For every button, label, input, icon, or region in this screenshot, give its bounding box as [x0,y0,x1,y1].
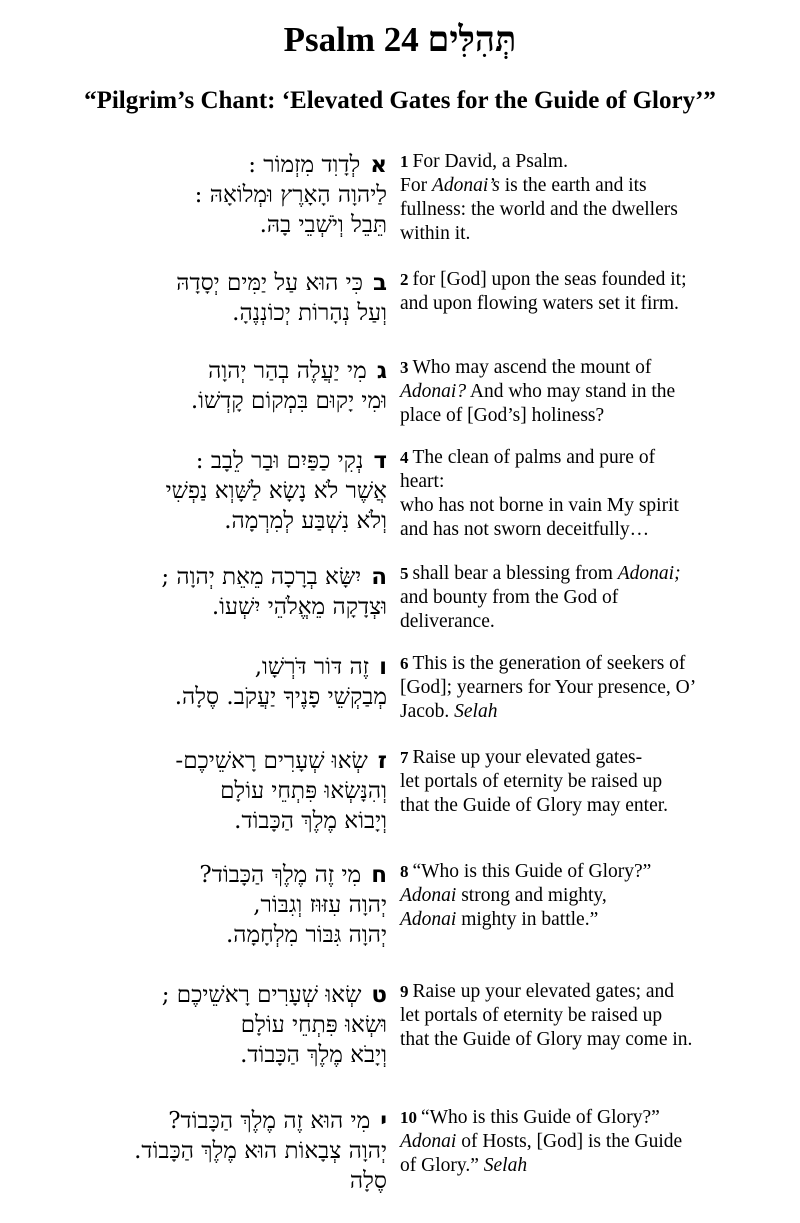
hebrew-line: לַיהוָה הָאָרֶץ וּמְלוֹאָהּ : [194,182,387,208]
verse-hebrew [30,150,387,240]
hebrew-line: סֶלָה [349,1168,387,1194]
english-line: 3 Who may ascend the mount of [400,357,652,378]
hebrew-text: מִי זֶה מֶלֶךְ הַכָּבוֹד? [199,862,362,888]
verse-hebrew [30,746,387,836]
english-line: deliverance. [400,611,495,632]
hebrew-line [30,1106,387,1136]
verse-english [400,1106,780,1178]
hebrew-text: נְקִי כַפַּיִם וּבַר לֵבָב : [195,448,364,474]
hebrew-verse-letter: א [370,152,387,178]
english-line: 10 “Who is this Guide of Glory?” [400,1107,660,1128]
verse-number: 8 [400,862,409,881]
verse-english [400,652,780,724]
verse-english [400,268,780,316]
verse-english [400,446,780,542]
verse-number: 2 [400,270,409,289]
english-line: let portals of eternity be raised up [400,771,663,792]
verse-number: 1 [400,152,409,171]
title-hebrew: תְּהִלִּים [427,20,517,59]
english-line: Adonai strong and mighty, [400,885,607,906]
english-line: For Adonai’s is the earth and its [400,175,647,196]
verse-english [400,860,780,932]
hebrew-line [30,746,387,776]
hebrew-line [30,980,387,1010]
hebrew-line [30,268,387,298]
verse-hebrew [30,562,387,622]
italic-term: Adonai [400,885,457,906]
italic-term: Selah [483,1155,528,1176]
english-line: and has not sworn deceitfully… [400,519,650,540]
hebrew-line: אֲשֶׁר לֹא נָשָׂא לַשָּׁוְא נַפְשִׁי [165,478,387,504]
english-line: 2 for [God] upon the seas founded it; [400,269,687,290]
hebrew-line: מְבַקְשֵׁי פָנֶיךָ יַעֲקֹב. סֶלָה. [174,684,387,710]
english-line: 8 “Who is this Guide of Glory?” [400,861,652,882]
verse-english [400,150,780,246]
hebrew-line: יְהוָה עִזּוּז וְגִבּוֹר, [253,892,387,918]
english-line: that the Guide of Glory may come in. [400,1029,693,1050]
english-line: of Glory.” Selah [400,1155,528,1176]
hebrew-line: וְיָבֹא מֶלֶךְ הַכָּבוֹד. [240,1042,387,1068]
hebrew-line [30,356,387,386]
title-english: Psalm 24 [283,20,419,59]
verse-english [400,980,780,1052]
hebrew-text: כִּי הוּא עַל יַמִּים יְסָדָהּ [176,270,363,296]
hebrew-verse-letter: ג [376,358,387,384]
hebrew-line: וּמִי יָקוּם בִּמְקוֹם קָדְשׁוֹ. [190,388,387,414]
page-title [0,18,800,62]
verse-hebrew [30,1106,387,1196]
english-line: Adonai mighty in battle.” [400,909,599,930]
english-line: that the Guide of Glory may enter. [400,795,669,816]
verse-number: 9 [400,982,409,1001]
page-subtitle: “Pilgrim’s Chant: ‘Elevated Gates for the Guide of Glory’” [84,87,716,114]
hebrew-line: וְעַל נְהָרוֹת יְכוֹנְנֶהָ. [232,300,387,326]
italic-term: Adonai? [400,381,467,402]
verse-number: 3 [400,358,409,377]
english-line: who has not borne in vain My spirit [400,495,679,516]
english-line: fullness: the world and the dwellers [400,199,678,220]
verse-number: 7 [400,748,409,767]
english-line: and bounty from the God of [400,587,619,608]
italic-term: Adonai [400,909,457,930]
english-line: 5 shall bear a blessing from Adonai; [400,563,681,584]
verse-english [400,356,780,428]
hebrew-verse-letter: ה [371,564,387,590]
hebrew-line: וְהִנָּשְׂאוּ פִּתְחֵי עוֹלָם [220,778,387,804]
hebrew-line [30,652,387,682]
verse-number: 5 [400,564,409,583]
verse-hebrew [30,980,387,1070]
hebrew-text: שְׂאוּ שְׁעָרִים רָאשֵׁיכֶם- [175,748,368,774]
english-line: within it. [400,223,471,244]
italic-term: Adonai [400,1131,457,1152]
hebrew-verse-letter: י [380,1108,387,1134]
english-line: Jacob. Selah [400,701,498,722]
hebrew-text: לְדָוִד מִזְמוֹר : [248,152,361,178]
english-line: and upon flowing waters set it firm. [400,293,679,314]
hebrew-line: תֵּבֵל וְיֹשְׁבֵי בָהּ. [259,212,387,238]
english-line: 6 This is the generation of seekers of [400,653,686,674]
verse-hebrew [30,860,387,950]
hebrew-verse-letter: ז [377,748,387,774]
verse-number: 10 [400,1108,417,1127]
hebrew-line [30,860,387,890]
hebrew-line: וּשְׂאוּ פִּתְחֵי עוֹלָם [240,1012,387,1038]
hebrew-line: וּצְדָקָה מֵאֱלֹהֵי יִשְׁעוֹ. [211,594,387,620]
hebrew-verse-letter: ד [373,448,387,474]
verse-hebrew [30,652,387,712]
english-line: place of [God’s] holiness? [400,405,605,426]
english-line: 9 Raise up your elevated gates; and [400,981,675,1002]
hebrew-line: וְלֹא נִשְׁבַּע לְמִרְמָה. [224,508,387,534]
verse-hebrew [30,446,387,536]
hebrew-line [30,562,387,592]
hebrew-line [30,150,387,180]
english-line: heart: [400,471,445,492]
hebrew-verse-letter: ב [372,270,387,296]
hebrew-verse-letter: ט [371,982,387,1008]
hebrew-line [30,446,387,476]
english-line: 7 Raise up your elevated gates- [400,747,643,768]
english-line: 1 For David, a Psalm. [400,151,568,172]
english-line: Adonai of Hosts, [God] is the Guide [400,1131,683,1152]
hebrew-text: זֶה דּוֹר דֹּרְשָׁו, [254,654,370,680]
verse-english [400,562,780,634]
hebrew-text: יִשָּׂא בְרָכָה מֵאֵת יְהוָה ; [161,564,362,590]
hebrew-text: מִי יַעֲלֶה בְהַר יְהוָה [208,358,367,384]
verse-hebrew [30,268,387,328]
hebrew-line: יְהוָה גִּבּוֹר מִלְחָמָה. [225,922,387,948]
verse-number: 4 [400,448,409,467]
english-line: Adonai? And who may stand in the [400,381,676,402]
italic-term: Adonai; [617,563,681,584]
hebrew-text: שְׂאוּ שְׁעָרִים רָאשֵׁיכֶם ; [161,982,362,1008]
italic-term: Adonai’s [431,175,500,196]
verse-number: 6 [400,654,409,673]
english-line: 4 The clean of palms and pure of [400,447,656,468]
english-line: [God]; yearners for Your presence, O’ [400,677,697,698]
hebrew-text: מִי הוּא זֶה מֶלֶךְ הַכָּבוֹד? [168,1108,371,1134]
italic-term: Selah [454,701,498,722]
english-line: let portals of eternity be raised up [400,1005,663,1026]
verse-english [400,746,780,818]
hebrew-verse-letter: ו [379,654,387,680]
verse-hebrew [30,356,387,416]
hebrew-verse-letter: ח [371,862,387,888]
hebrew-line: וְיָבוֹא מֶלֶךְ הַכָּבוֹד. [234,808,387,834]
hebrew-line: יְהוָה צְבָאוֹת הוּא מֶלֶךְ הַכָּבוֹד. [134,1138,387,1164]
